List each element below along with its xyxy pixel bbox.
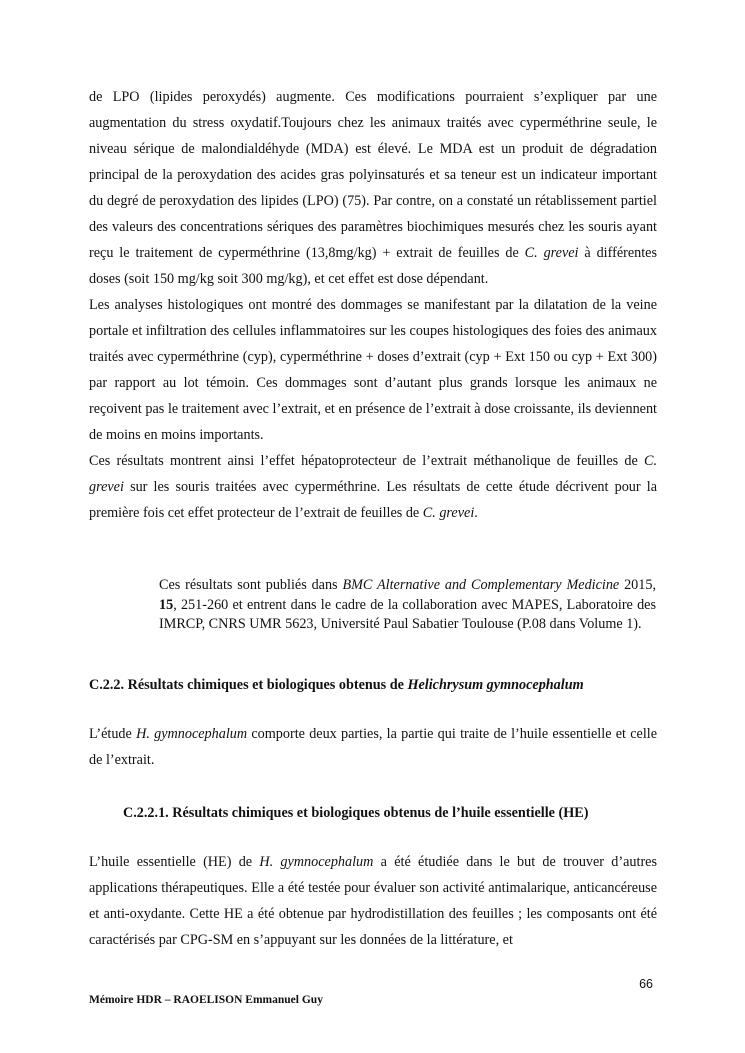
species-name: H. gymnocephalum bbox=[136, 726, 248, 742]
section-heading-c222: C.2.2. Résultats chimiques et biologiques obtenus de Helichrysum gymnocephalum bbox=[89, 677, 584, 693]
species-name: C. grevei bbox=[524, 245, 579, 261]
page-footer: Mémoire HDR – RAOELISON Emmanuel Guy bbox=[89, 994, 323, 1006]
species-name: C. grevei bbox=[422, 505, 475, 521]
species-name: Helichrysum gymnocephalum bbox=[407, 677, 584, 693]
page-number: 66 bbox=[639, 977, 653, 991]
journal-volume: 15 bbox=[159, 596, 174, 613]
paragraph-lpo-mda: de LPO (lipides peroxydés) augmente. Ces modifications pourraient s’expliquer par une augmentation du stress oxydatif.Toujours chez les animaux traités avec cyperméthrine seule, le niveau sérique de malondialdéhyde (MDA) est élevé. Le MDA est un produit de dégradation principal de la peroxydation des acides gras polyinsaturés et sa teneur est un indicateur important du degré de peroxydation des lipides (LPO) (75). Par contre, on a constaté un rétablissement partiel des valeurs des concentrations sériques des paramètres biochimiques mesurés chez les souris ayant reçu le traitement de cyperméthrine (13,8mg/kg) + extrait de feuilles de C. grevei à différentes doses (soit 150 mg/kg soit 300 mg/kg), et cet effet est dose dépendant. bbox=[89, 89, 657, 287]
paragraph-study-parts: L’étude H. gymnocephalum comporte deux parties, la partie qui traite de l’huile essentielle et celle de l’extrait. bbox=[89, 726, 658, 768]
paragraph-histology: Les analyses histologiques ont montré des dommages se manifestant par la dilatation de la veine portale et infiltration des cellules inflammatoires sur les coupes histologiques des foies des animaux traités avec cyperméthrine (cyp), cyperméthrine + doses d’extrait (cyp + Ext 150 ou cyp + Ext 300) par rapport au lot témoin. Ces dommages sont d’autant plus grands lorsque les animaux ne reçoivent pas le traitement avec l’extrait, et en présence de l’extrait à dose croissante, ils deviennent de moins en moins importants. bbox=[89, 297, 657, 443]
publication-citation: Ces résultats sont publiés dans BMC Alternative and Complementary Medicine 2015, 15, 251-260 et entrent dans le cadre de la collaboration avec MAPES, Laboratoire des IMRCP, CNRS UMR 5623, Université Paul Sabatier Toulouse (P.08 dans Volume 1). bbox=[159, 577, 657, 632]
journal-name: BMC Alternative and Complementary Medicine bbox=[342, 577, 620, 593]
paragraph-conclusion: Ces résultats montrent ainsi l’effet hépatoprotecteur de l’extrait méthanolique de feuilles de C. grevei sur les souris traitées avec cyperméthrine. Les résultats de cette étude décrivent pour la première fois cet effet protecteur de l’extrait de feuilles de C. grevei. bbox=[89, 453, 657, 521]
paragraph-essential-oil: L’huile essentielle (HE) de H. gymnocephalum a été étudiée dans le but de trouver d’autres applications thérapeutiques. Elle a été testée pour évaluer son activité antimalarique, anticancéreuse et anti-oxydante. Cette HE a été obtenue par hydrodistillation des feuilles ; les composants ont été caractérisés par CPG-SM en s’appuyant sur les données de la littérature, et bbox=[89, 854, 657, 948]
results-text-block bbox=[89, 84, 657, 526]
species-name: H. gymnocephalum bbox=[259, 854, 374, 870]
section-heading-c2221: C.2.2.1. Résultats chimiques et biologiques obtenus de l’huile essentielle (HE) bbox=[123, 805, 589, 821]
species-name: C. grevei bbox=[89, 453, 657, 495]
